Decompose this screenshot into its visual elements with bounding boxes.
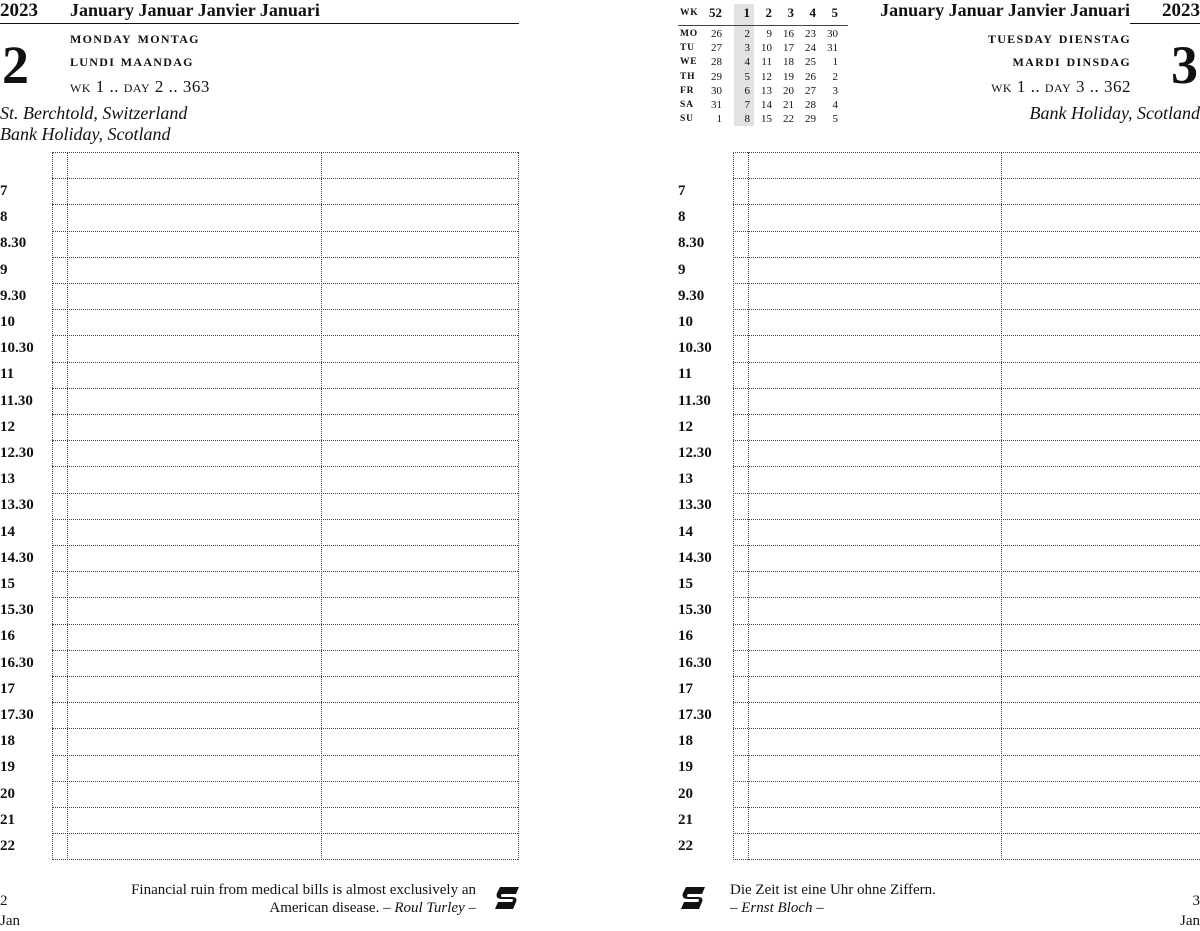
day-name-line1: monday montag xyxy=(70,28,200,47)
mini-calendar-date: 22 xyxy=(783,113,794,126)
time-slot-label: 14 xyxy=(678,523,693,540)
time-slot-label: 12.30 xyxy=(0,445,34,461)
time-slot-label: 19 xyxy=(0,759,15,776)
time-slot-label: 17.30 xyxy=(678,707,712,723)
grid-column-line xyxy=(733,152,734,860)
time-slot-label: 9.30 xyxy=(0,287,27,304)
time-slot-label: 17 xyxy=(678,680,693,697)
time-slot-label: 16 xyxy=(0,628,15,645)
mini-calendar-date: 3 xyxy=(832,84,838,97)
time-slot-label: 13.30 xyxy=(0,497,34,514)
mini-calendar-date: 23 xyxy=(805,28,816,40)
time-slot-label: 15.30 xyxy=(0,602,34,619)
mini-calendar-day-label: FR xyxy=(680,85,695,96)
page-number: 3 xyxy=(1192,893,1200,909)
time-slot-label: 15 xyxy=(678,576,693,592)
grid-line xyxy=(52,807,518,808)
holiday-1: Bank Holiday, Scotland xyxy=(1029,103,1200,123)
time-slot-label: 9 xyxy=(678,261,686,278)
mini-calendar-date: 18 xyxy=(783,56,794,69)
mini-calendar-date: 27 xyxy=(805,84,816,97)
time-slot-label: 13 xyxy=(0,471,15,488)
mini-calendar-date: 4 xyxy=(744,56,750,69)
grid-line xyxy=(52,204,518,205)
grid-line xyxy=(733,231,1200,232)
time-slot-label: 7 xyxy=(678,183,686,199)
grid-line xyxy=(52,335,518,336)
time-slot-label: 8 xyxy=(678,209,686,226)
time-slot-label: 9.30 xyxy=(678,287,705,304)
grid-line xyxy=(52,362,518,363)
grid-line xyxy=(733,466,1200,467)
mini-calendar-date: 28 xyxy=(805,99,816,111)
grid-line xyxy=(733,362,1200,363)
grid-column-line xyxy=(52,152,53,860)
time-grid[interactable] xyxy=(0,152,520,860)
time-slot-label: 12 xyxy=(0,418,15,435)
month-names: January Januar Janvier Januari xyxy=(70,0,320,20)
mini-calendar-rule xyxy=(678,25,848,26)
grid-line xyxy=(52,571,518,572)
time-slot-label: 9 xyxy=(0,261,8,278)
grid-line xyxy=(733,204,1200,205)
time-slot-label: 8 xyxy=(0,209,8,226)
time-slot-label: 17 xyxy=(0,680,15,697)
time-slot-label: 8.30 xyxy=(0,235,27,252)
mini-calendar-date: 27 xyxy=(711,42,722,55)
grid-line xyxy=(733,728,1200,729)
time-slot-label: 14.30 xyxy=(678,549,712,566)
mini-calendar-date: 31 xyxy=(827,42,838,55)
mini-calendar-date: 4 xyxy=(832,99,838,111)
grid-column-line xyxy=(518,152,519,860)
mini-calendar-date: 29 xyxy=(711,70,722,83)
day-name-line2: mardi dinsdag xyxy=(1012,51,1131,70)
mini-calendar-date: 5 xyxy=(744,70,750,83)
mini-calendar-date: 24 xyxy=(805,42,816,55)
mini-calendar-date: 14 xyxy=(761,99,772,111)
mini-calendar-week-number: 4 xyxy=(809,5,816,20)
day-number: 2 xyxy=(2,35,29,95)
mini-calendar-date: 29 xyxy=(805,113,816,126)
time-slot-label: 21 xyxy=(0,811,15,828)
mini-calendar-week-number: 2 xyxy=(765,5,772,20)
grid-line xyxy=(52,597,518,598)
grid-line xyxy=(52,466,518,467)
quote: Die Zeit ist eine Uhr ohne Ziffern. – Ernst Bloch – xyxy=(730,882,936,916)
day-name-line1: tuesday dienstag xyxy=(987,28,1131,47)
time-slot-label: 10.30 xyxy=(0,340,34,357)
publisher-logo-icon xyxy=(494,886,520,910)
time-slot-label: 16 xyxy=(678,628,693,645)
grid-line xyxy=(733,807,1200,808)
mini-calendar-day-label: MO xyxy=(680,29,698,39)
grid-line xyxy=(52,755,518,756)
grid-line xyxy=(733,650,1200,651)
grid-line xyxy=(52,152,518,153)
time-slot-label: 10.30 xyxy=(678,340,712,357)
time-slot-label: 8.30 xyxy=(678,235,705,252)
grid-line xyxy=(52,676,518,677)
grid-line xyxy=(733,597,1200,598)
mini-calendar-date: 28 xyxy=(711,56,722,69)
time-slot-label: 15 xyxy=(0,576,15,592)
mini-calendar-week-number: 52 xyxy=(709,5,722,20)
mini-calendar-date: 20 xyxy=(783,84,794,97)
grid-line xyxy=(52,309,518,310)
time-slot-label: 14.30 xyxy=(0,549,34,566)
grid-line xyxy=(52,178,518,179)
mini-calendar-day-label: TH xyxy=(680,71,696,82)
grid-line xyxy=(52,388,518,389)
time-slot-label: 11.30 xyxy=(678,392,711,409)
grid-line xyxy=(52,702,518,703)
mini-calendar-date: 21 xyxy=(783,99,794,111)
mini-calendar-date: 2 xyxy=(832,70,838,83)
grid-line xyxy=(733,283,1200,284)
mini-calendar-date: 13 xyxy=(761,84,772,97)
time-slot-label: 11 xyxy=(678,366,693,383)
mini-calendar-week-number: 1 xyxy=(743,5,750,20)
mini-calendar-day-label: SU xyxy=(680,114,694,125)
day-number: 3 xyxy=(1171,35,1198,95)
time-slot-label: 20 xyxy=(0,785,15,802)
grid-line xyxy=(733,309,1200,310)
time-slot-label: 10 xyxy=(0,314,15,330)
mini-calendar-date: 26 xyxy=(711,28,722,40)
mini-calendar-date: 1 xyxy=(832,56,838,69)
mini-calendar-date: 8 xyxy=(744,113,750,126)
grid-line xyxy=(733,781,1200,782)
mini-calendar-date: 30 xyxy=(711,84,722,97)
header-rule xyxy=(0,23,519,24)
mini-calendar-date: 10 xyxy=(761,42,772,55)
grid-line xyxy=(733,755,1200,756)
mini-calendar-date: 19 xyxy=(783,70,794,83)
mini-calendar-date: 16 xyxy=(783,28,794,40)
time-slot-label: 7 xyxy=(0,183,8,199)
grid-line xyxy=(733,519,1200,520)
time-slot-label: 16.30 xyxy=(0,654,34,671)
time-slot-label: 21 xyxy=(678,811,693,828)
page-month: Jan xyxy=(1180,913,1200,929)
grid-line xyxy=(733,414,1200,415)
mini-calendar-date: 7 xyxy=(744,99,750,111)
week-day-counter: wk 1 .. day 3 .. 362 xyxy=(991,77,1131,96)
mini-calendar-date: 25 xyxy=(805,56,816,69)
mini-calendar-day-label: WE xyxy=(680,57,698,68)
grid-line xyxy=(52,440,518,441)
grid-line xyxy=(52,781,518,782)
time-slot-label: 22 xyxy=(678,838,693,854)
grid-line xyxy=(733,833,1200,834)
holiday-2: Bank Holiday, Scotland xyxy=(0,124,171,144)
time-slot-label: 16.30 xyxy=(678,654,712,671)
page-month: Jan xyxy=(0,913,20,929)
mini-calendar-date: 15 xyxy=(761,113,772,126)
grid-line xyxy=(52,231,518,232)
year-label: 2023 xyxy=(1162,0,1200,21)
grid-line xyxy=(733,388,1200,389)
time-slot-label: 13.30 xyxy=(678,497,712,514)
month-names: January Januar Janvier Januari xyxy=(880,0,1130,20)
mini-calendar-day-label: SA xyxy=(680,100,694,110)
mini-calendar-date: 6 xyxy=(744,84,750,97)
grid-line xyxy=(52,728,518,729)
time-slot-label: 10 xyxy=(678,314,693,330)
grid-column-line xyxy=(67,152,68,860)
grid-line xyxy=(733,571,1200,572)
time-slot-label: 18 xyxy=(678,733,693,750)
grid-line xyxy=(733,702,1200,703)
day-name-line2: lundi maandag xyxy=(70,51,194,70)
mini-calendar-date: 1 xyxy=(716,113,722,126)
mini-calendar-date: 26 xyxy=(805,70,816,83)
time-slot-label: 22 xyxy=(0,838,15,854)
grid-line xyxy=(733,440,1200,441)
mini-calendar-date: 31 xyxy=(711,99,722,111)
grid-line xyxy=(733,152,1200,153)
time-slot-label: 12 xyxy=(678,418,693,435)
mini-calendar-date: 9 xyxy=(766,28,772,40)
grid-line xyxy=(733,493,1200,494)
time-slot-label: 15.30 xyxy=(678,602,712,619)
grid-line xyxy=(733,624,1200,625)
time-slot-label: 11 xyxy=(0,366,15,383)
time-slot-label: 12.30 xyxy=(678,445,712,461)
mini-calendar-date: 30 xyxy=(827,28,838,40)
grid-line xyxy=(733,859,1200,860)
page-number: 2 xyxy=(0,893,8,909)
left-page xyxy=(0,0,520,931)
mini-calendar-date: 2 xyxy=(744,28,750,40)
mini-calendar-day-label: TU xyxy=(680,43,695,54)
mini-calendar-date: 17 xyxy=(783,42,794,55)
time-slot-label: 14 xyxy=(0,523,15,540)
grid-line xyxy=(733,257,1200,258)
grid-line xyxy=(52,859,518,860)
grid-line xyxy=(52,519,518,520)
mini-calendar-week-number: 3 xyxy=(787,5,794,20)
grid-line xyxy=(52,493,518,494)
right-page xyxy=(678,0,1200,931)
grid-line xyxy=(52,257,518,258)
year-label: 2023 xyxy=(0,0,38,21)
grid-line xyxy=(733,676,1200,677)
mini-calendar-date: 3 xyxy=(744,42,750,55)
mini-calendar-wk-label: WK xyxy=(680,8,699,18)
grid-line xyxy=(733,178,1200,179)
time-slot-label: 17.30 xyxy=(0,707,34,723)
grid-line xyxy=(52,833,518,834)
week-day-counter: wk 1 .. day 2 .. 363 xyxy=(70,77,210,96)
mini-calendar-week-number: 5 xyxy=(831,5,838,20)
time-slot-label: 13 xyxy=(678,471,693,488)
holiday-1: St. Berchtold, Switzerland xyxy=(0,103,188,123)
grid-column-line xyxy=(321,152,322,860)
time-slot-label: 18 xyxy=(0,733,15,750)
header-rule xyxy=(1130,23,1200,24)
grid-line xyxy=(52,283,518,284)
time-slot-label: 20 xyxy=(678,785,693,802)
grid-line xyxy=(52,650,518,651)
time-grid[interactable] xyxy=(678,152,1200,860)
time-slot-label: 11.30 xyxy=(0,392,33,409)
mini-calendar-date: 12 xyxy=(761,70,772,83)
mini-calendar-date: 11 xyxy=(761,56,772,69)
mini-calendar-date: 5 xyxy=(832,113,838,126)
grid-line xyxy=(733,545,1200,546)
grid-column-line xyxy=(748,152,749,860)
quote: Financial ruin from medical bills is almost exclusively an American disease. – Roul Turley – xyxy=(131,882,476,916)
publisher-logo-icon xyxy=(680,886,706,910)
grid-column-line xyxy=(1001,152,1002,860)
time-slot-label: 19 xyxy=(678,759,693,776)
grid-line xyxy=(52,545,518,546)
grid-line xyxy=(733,335,1200,336)
grid-line xyxy=(52,624,518,625)
grid-line xyxy=(52,414,518,415)
